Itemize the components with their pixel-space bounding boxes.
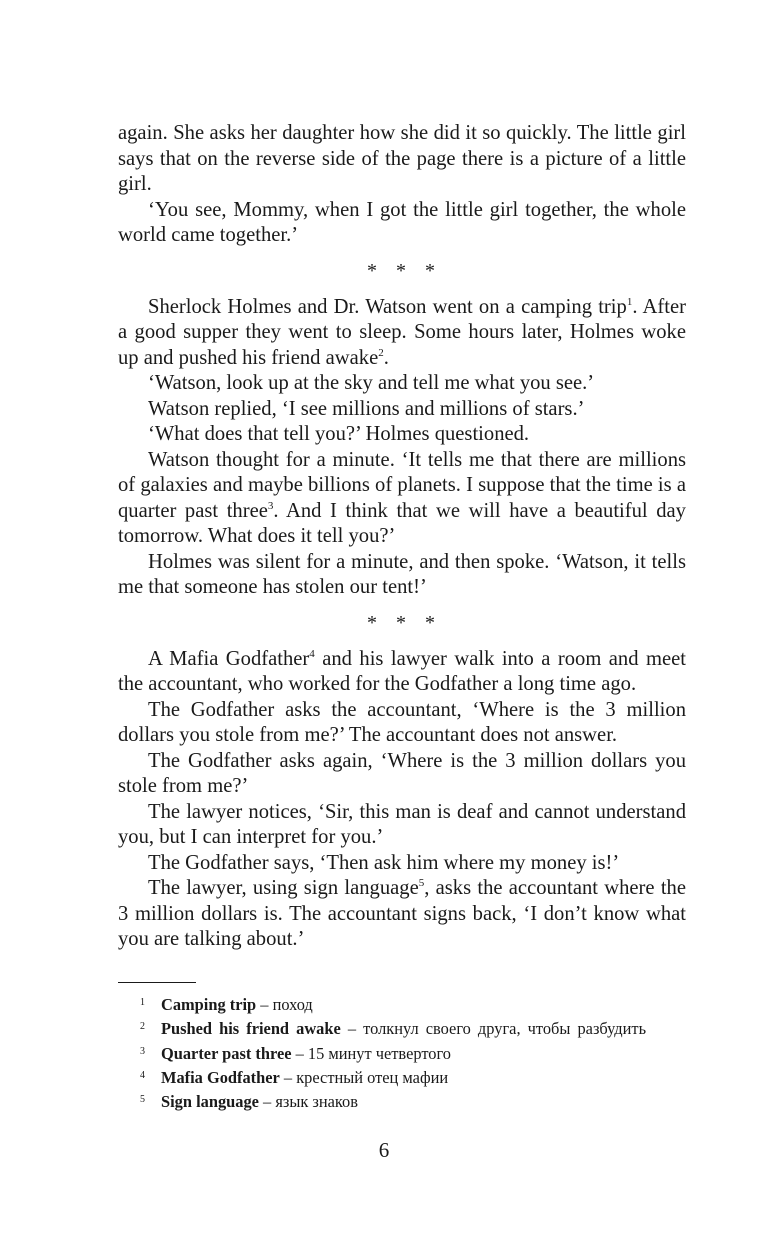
footnote-term: Mafia Godfather bbox=[161, 1067, 280, 1087]
footnote-divider bbox=[118, 982, 196, 983]
footnote-number: 5 bbox=[140, 1094, 145, 1106]
paragraph bbox=[118, 647, 686, 698]
footnote-number: 4 bbox=[140, 1069, 145, 1081]
paragraph: Holmes was silent for a minute, and then spoke. ‘Watson, it tells me that someone has stolen our tent!’ bbox=[118, 550, 686, 598]
footnote-gloss: крестный отец мафии bbox=[296, 1067, 449, 1087]
footnote-ref: 4 bbox=[309, 647, 315, 660]
paragraph: again. She asks her daughter how she did it so quickly. The little girl says that on the reverse side of the page there is a picture of a little girl. bbox=[118, 122, 686, 195]
footnote-dash: – bbox=[256, 995, 273, 1014]
paragraph-text: Sherlock Holmes and Dr. Watson went on a camping trip bbox=[148, 295, 627, 318]
paragraph bbox=[118, 876, 686, 953]
footnote bbox=[118, 1065, 686, 1089]
footnote-gloss: язык знаков bbox=[275, 1092, 358, 1112]
footnote bbox=[118, 1016, 686, 1040]
body-text bbox=[118, 121, 686, 953]
section-separator: * * * bbox=[367, 259, 437, 282]
paragraph: ‘You see, Mommy, when I got the little girl together, the whole world came together.’ bbox=[118, 198, 686, 246]
paragraph: The lawyer notices, ‘Sir, this man is deaf and cannot understand you, but I can interpret for you.’ bbox=[118, 800, 686, 848]
footnote-term: Camping trip bbox=[161, 995, 257, 1014]
footnote-ref: 2 bbox=[378, 346, 384, 359]
footnote-gloss: поход bbox=[272, 995, 313, 1014]
footnote-term: Sign language bbox=[161, 1092, 259, 1112]
page-number: 6 bbox=[378, 1138, 390, 1162]
footnote-dash: – bbox=[291, 1043, 308, 1063]
paragraph bbox=[118, 448, 686, 550]
footnote-number: 2 bbox=[140, 1021, 145, 1033]
paragraph: ‘What does that tell you?’ Holmes questioned. bbox=[148, 423, 530, 445]
footnote-gloss: 15 минут четвертого bbox=[307, 1043, 451, 1063]
paragraph-text: . After a good supper they went to sleep. Some hours later, Holmes woke up and pushed his friend awake bbox=[118, 295, 686, 369]
footnote bbox=[118, 1041, 686, 1065]
footnote-number: 1 bbox=[140, 997, 145, 1008]
footnote bbox=[118, 992, 686, 1016]
footnote-term: Quarter past three bbox=[161, 1043, 292, 1063]
paragraph-text: A Mafia Godfather bbox=[148, 647, 310, 670]
paragraph-text: . bbox=[383, 346, 389, 369]
paragraph: The Godfather says, ‘Then ask him where my money is!’ bbox=[148, 851, 620, 874]
footnote-ref: 3 bbox=[267, 499, 274, 512]
paragraph bbox=[118, 295, 686, 372]
footnote-ref: 5 bbox=[418, 877, 425, 889]
footnotes bbox=[118, 992, 686, 1113]
paragraph: ‘Watson, look up at the sky and tell me what you see.’ bbox=[148, 372, 595, 394]
paragraph-text: Watson thought for a minute. ‘It tells me that there are millions of galaxies and maybe billions of planets. I suppose that the time is a quarter past three bbox=[118, 448, 686, 522]
paragraph-text: . And I think that we will have a beautiful day tomorrow. What does it tell you?’ bbox=[118, 499, 686, 547]
footnote-ref: 1 bbox=[626, 295, 633, 308]
footnote bbox=[118, 1089, 686, 1113]
footnote-number: 3 bbox=[140, 1045, 145, 1057]
footnote-dash: – bbox=[340, 1019, 364, 1039]
footnote-dash: – bbox=[258, 1092, 276, 1112]
footnote-term: Pushed his friend awake bbox=[161, 1019, 341, 1039]
footnote-gloss: толкнул своего друга, чтобы разбудить bbox=[363, 1019, 647, 1039]
paragraph: The Godfather asks the accountant, ‘Where is the 3 million dollars you stole from me?’ The accountant does not answer. bbox=[118, 698, 686, 746]
paragraph-text: The lawyer, using sign language bbox=[148, 877, 419, 899]
section-separator: * * * bbox=[367, 611, 437, 634]
paragraph-text: and his lawyer walk into a room and meet the accountant, who worked for the Godfather a long time ago. bbox=[118, 647, 686, 695]
paragraph: Watson replied, ‘I see millions and millions of stars.’ bbox=[148, 397, 585, 420]
footnote-dash: – bbox=[279, 1067, 297, 1087]
paragraph-text: , asks the accountant where the 3 million dollars is. The accountant signs back, ‘I don’t know what you are talking about.’ bbox=[118, 877, 686, 950]
paragraph: The Godfather asks again, ‘Where is the 3 million dollars you stole from me?’ bbox=[118, 749, 686, 797]
